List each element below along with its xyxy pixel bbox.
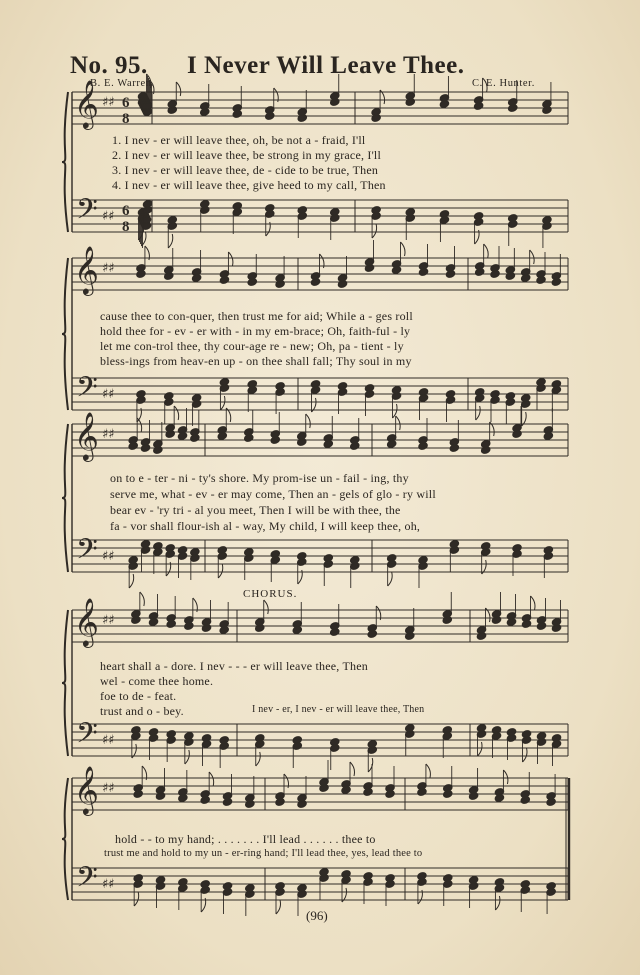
note-flag [388, 572, 393, 586]
lyric-line-v3-s2: let me con-trol thee, thy cour-age re - new; Oh, pa - tient - ly [100, 339, 404, 353]
note-flag [256, 752, 261, 766]
note-flag [426, 764, 431, 778]
treble-clef-icon: 𝄞 [74, 79, 99, 128]
brace [62, 778, 68, 900]
note-flag [503, 770, 508, 784]
treble-clef-icon: 𝄞 [74, 245, 99, 294]
key-signature-sharps: ♯♯ [102, 733, 115, 748]
lyric-line-v2-s3: serve me, what - ev - er may come, Then an - gels of glo - ry will [110, 487, 436, 501]
note-flag [209, 772, 214, 786]
key-signature-sharps: ♯♯ [102, 261, 115, 276]
bass-clef-icon: 𝄢 [76, 717, 98, 757]
note-flag [185, 750, 190, 764]
key-signature-sharps: ♯♯ [102, 427, 115, 442]
hymn-title: I Never Will Leave Thee. [187, 52, 465, 79]
key-signature-sharps: ♯♯ [102, 209, 115, 224]
bass-clef-icon: 𝄢 [76, 861, 98, 901]
lyric-line-v2-s2: hold thee for - ev - er with - in my em-brace; Oh, faith-ful - ly [100, 324, 411, 338]
lyricist-credit: B. E. Warren. [90, 78, 155, 89]
composer-credit: C. E. Hunter. [472, 78, 535, 89]
hymn-number: No. 95. [70, 52, 148, 79]
treble-clef-icon: 𝄞 [74, 597, 99, 646]
time-signature-top: 6 [122, 203, 130, 219]
note-flag [228, 252, 233, 266]
time-signature-top: 6 [122, 95, 130, 111]
key-signature-sharps: ♯♯ [102, 781, 115, 796]
note-flag [530, 250, 535, 264]
lyric-line-v1-s3: on to e - ter - ni - ty's shore. My prom-ise un - fail - ing, thy [110, 471, 409, 485]
note-flag [264, 600, 269, 614]
note-flag [129, 574, 134, 588]
lyric-line-v1-s1: 1. I nev - er will leave thee, oh, be not a - fraid, I'll [112, 133, 366, 147]
bass-clef-icon: 𝄢 [76, 193, 98, 233]
note-flag [393, 404, 398, 418]
lyric-line-v4-s3: fa - vor shall flour-ish al - way, My child, I will keep thee, oh, [110, 519, 421, 533]
chorus-label: CHORUS. [243, 588, 298, 600]
time-signature-bottom: 8 [122, 111, 130, 127]
note-flag [483, 78, 488, 92]
key-signature-sharps: ♯♯ [102, 95, 115, 110]
note-flag [137, 418, 142, 432]
soprano-lyric-s5: hold - - to my hand; . . . . . . . I'll lead . . . . . . thee to [115, 832, 376, 846]
brace [62, 258, 68, 410]
note-flag [523, 748, 528, 762]
note-flag [174, 406, 179, 420]
note-flag [306, 414, 311, 428]
treble-clef-icon: 𝄞 [74, 765, 99, 814]
bass-clef-icon: 𝄢 [76, 371, 98, 411]
note-flag [168, 234, 173, 248]
lyric-line-v3-s4: foe to de - feat. [100, 689, 177, 703]
lyric-line-v4-s2: bless-ings from heav-en up - on thee shall fall; Thy soul in my [100, 354, 412, 368]
bass-clef-icon: 𝄢 [76, 533, 98, 573]
key-signature-sharps: ♯♯ [102, 387, 115, 402]
key-signature-sharps: ♯♯ [102, 613, 115, 628]
treble-clef-icon: 𝄞 [74, 411, 99, 460]
note-flag [531, 596, 536, 610]
lyric-line-v1-s2: cause thee to con-quer, then trust me for aid; While a - ges roll [100, 309, 413, 323]
note-flag [176, 82, 181, 96]
note-flag [372, 224, 377, 238]
lyric-line-v3-s1: 3. I nev - er will leave thee, de - cide to be true, Then [112, 163, 379, 177]
lyric-line-v3-s3: bear ev - 'ry tri - al you meet, Then I will be with thee, the [110, 503, 401, 517]
brace [62, 92, 68, 232]
key-signature-sharps: ♯♯ [102, 549, 115, 564]
lyric-line-v4-s1: 4. I nev - er will leave thee, give heed to my call, Then [112, 178, 386, 192]
note-flag [396, 416, 401, 430]
bass-lyric-s4: I nev - er, I nev - er will leave thee, Then [252, 704, 425, 715]
note-flag [218, 564, 223, 578]
note-flag [476, 406, 481, 420]
lyric-line-v4-s4: trust and o - bey. [100, 704, 184, 718]
lyric-line-v2-s4: wel - come thee home. [100, 674, 214, 688]
note-flag [350, 762, 355, 776]
brace [62, 424, 68, 572]
page-number: (96) [306, 908, 328, 923]
lyric-line-v2-s1: 2. I nev - er will leave thee, be strong in my grace, I'll [112, 148, 382, 162]
note-flag [140, 592, 145, 606]
note-flag [134, 892, 139, 906]
note-flag [401, 242, 406, 256]
note-flag [220, 396, 225, 410]
note-flag [495, 896, 500, 910]
note-flag [276, 900, 281, 914]
brace [62, 610, 68, 756]
note-flag [484, 244, 489, 258]
lyric-line-v1-s4: heart shall a - dore. I nev - - - er will leave thee, Then [100, 659, 368, 673]
time-signature-bottom: 8 [122, 219, 130, 235]
note-flag [478, 742, 483, 756]
bass-lyric-s5: trust me and hold to my un - er-ring hand; I'll lead thee, yes, lead thee to [104, 848, 423, 859]
key-signature-sharps: ♯♯ [102, 877, 115, 892]
